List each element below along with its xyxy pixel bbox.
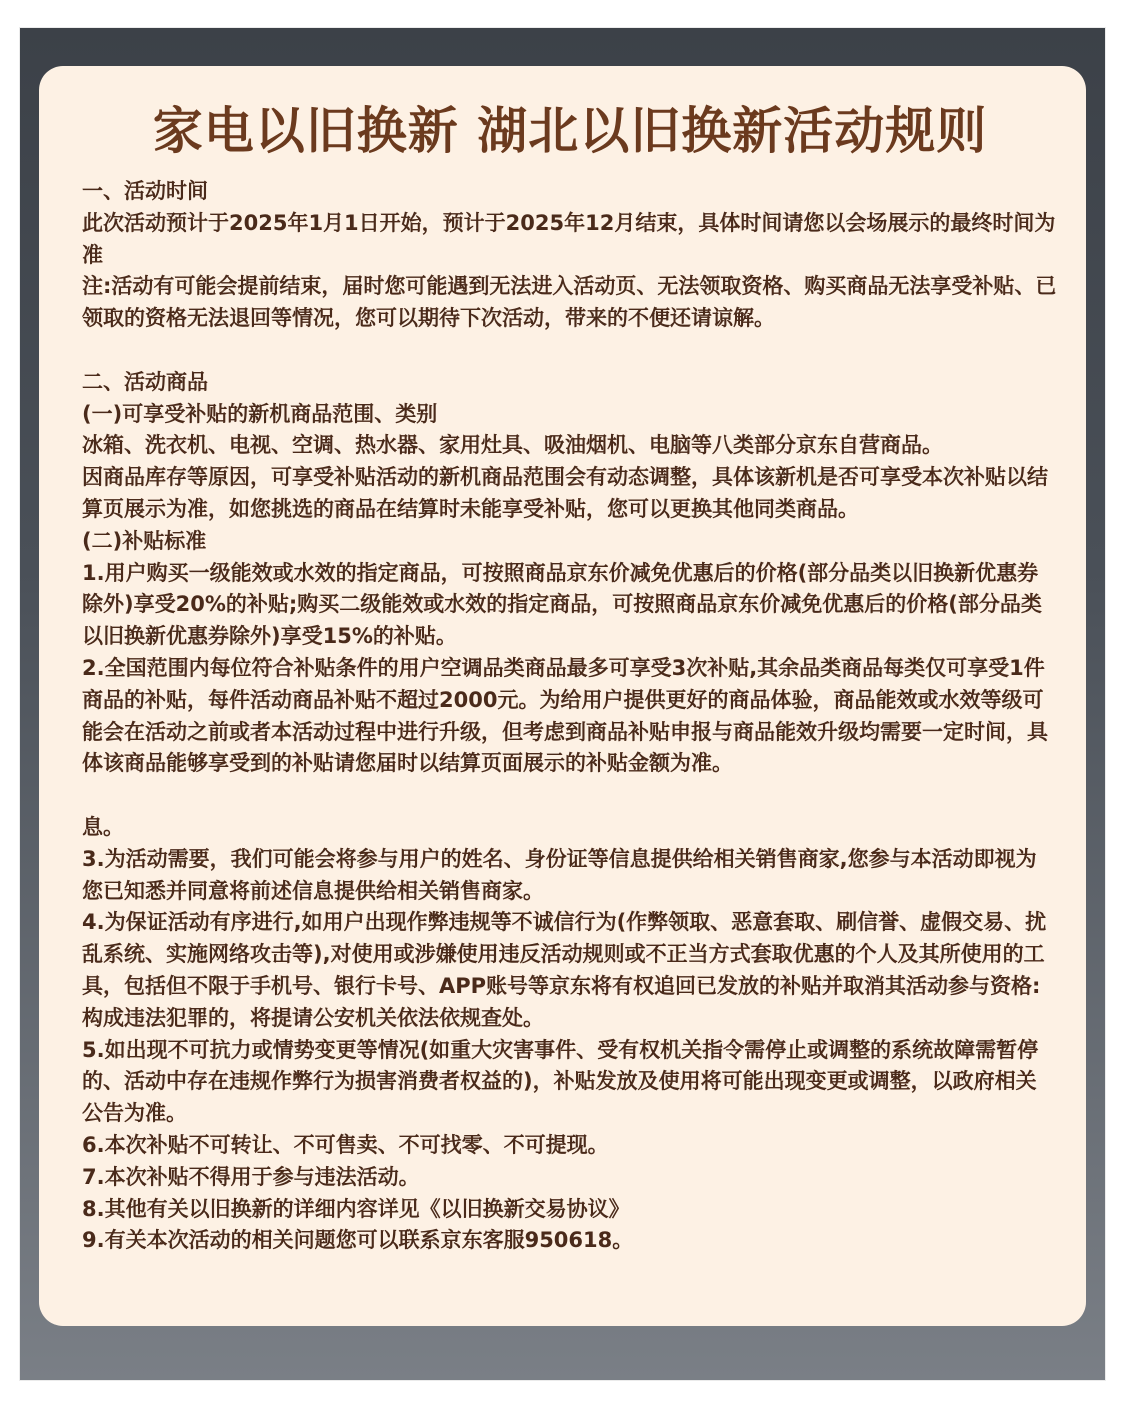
section-heading-time: 一、活动时间: [82, 179, 208, 203]
fragment-paragraph: 息。: [82, 814, 124, 839]
spacer: [82, 780, 1057, 812]
note-paragraph: 注:活动有可能会提前结束，届时您可能遇到无法进入活动页、无法领取资格、购买商品无法享受补贴、已领取的资格无法退回等情况，您可以期待下次活动，带来的不便还请谅解。: [82, 274, 1057, 331]
rule-item-8: 8.其他有关以旧换新的详细内容详见《以旧换新交易协议》: [82, 1196, 630, 1221]
rule-item-6: 6.本次补贴不可转让、不可售卖、不可找零、不可提现。: [82, 1132, 609, 1157]
time-paragraph: 此次活动预计于2025年1月1日开始，预计于2025年12月结束，具体时间请您以会场展示的最终时间为准: [82, 210, 1056, 267]
rule-item-3: 3.为活动需要，我们可能会将参与用户的姓名、身份证等信息提供给相关销售商家,您参与本活动即视为您已知悉并同意将前述信息提供给相关销售商家。: [82, 846, 1037, 903]
rule-item-1: 1.用户购买一级能效或水效的指定商品，可按照商品京东价减免优惠后的价格(部分品类以旧换新优惠券除外)享受20%的补贴;购买二级能效或水效的指定商品，可按照商品京东价减免优惠后的价格(部分品类以旧换新优惠券除外)享受15%的补贴。: [82, 560, 1042, 649]
rule-item-7: 7.本次补贴不得用于参与违法活动。: [82, 1164, 420, 1189]
rule-item-5: 5.如出现不可抗力或情势变更等情况(如重大灾害事件、受有权机关指令需停止或调整的系统故障需暂停的、活动中存在违规作弊行为损害消费者权益的)，补贴发放及使用将可能出现变更或调整，以政府相关公告为准。: [82, 1037, 1039, 1126]
rule-item-4: 4.为保证活动有序进行,如用户出现作弊违规等不诚信行为(作弊领取、恶意套取、刷信誉、虚假交易、扰乱系统、实施网络攻击等),对使用或涉嫌使用违反活动规则或不正当方式套取优惠的个人及其所使用的工具，包括但不限于手机号、银行卡号、APP账号等京东将有权追回已发放的补贴并取消其活动参与资格:构成违法犯罪的，将提请公安机关依法依规查处。: [82, 910, 1047, 1030]
rules-content: [82, 176, 1057, 1257]
rule-item-9: 9.有关本次活动的相关问题您可以联系京东客服950618。: [82, 1228, 634, 1253]
subsection-heading-range: (一)可享受补贴的新机商品范围、类别: [82, 401, 438, 426]
subsection-heading-standard: (二)补贴标准: [82, 528, 207, 553]
rule-item-2: 2.全国范围内每位符合补贴条件的用户空调品类商品最多可享受3次补贴,其余品类商品每类仅可享受1件商品的补贴，每件活动商品补贴不超过2000元。为给用户提供更好的商品体验，商品能效或水效等级可能会在活动之前或者本活动过程中进行升级，但考虑到商品补贴申报与商品能效升级均需要一定时间，具体该商品能够享受到的补贴请您届时以结算页面展示的补贴金额为准。: [82, 655, 1048, 776]
section-heading-products: 二、活动商品: [82, 369, 208, 394]
spacer: [82, 335, 1057, 367]
page-title: 家电以旧换新 湖北以旧换新活动规则: [152, 102, 988, 160]
category-paragraph: 冰箱、洗衣机、电视、空调、热水器、家用灶具、吸油烟机、电脑等八类部分京东自营商品。: [82, 433, 943, 458]
inventory-paragraph: 因商品库存等原因，可享受补贴活动的新机商品范围会有动态调整，具体该新机是否可享受本次补贴以结算页展示为准，如您挑选的商品在结算时未能享受补贴，您可以更换其他同类商品。: [82, 465, 1048, 521]
